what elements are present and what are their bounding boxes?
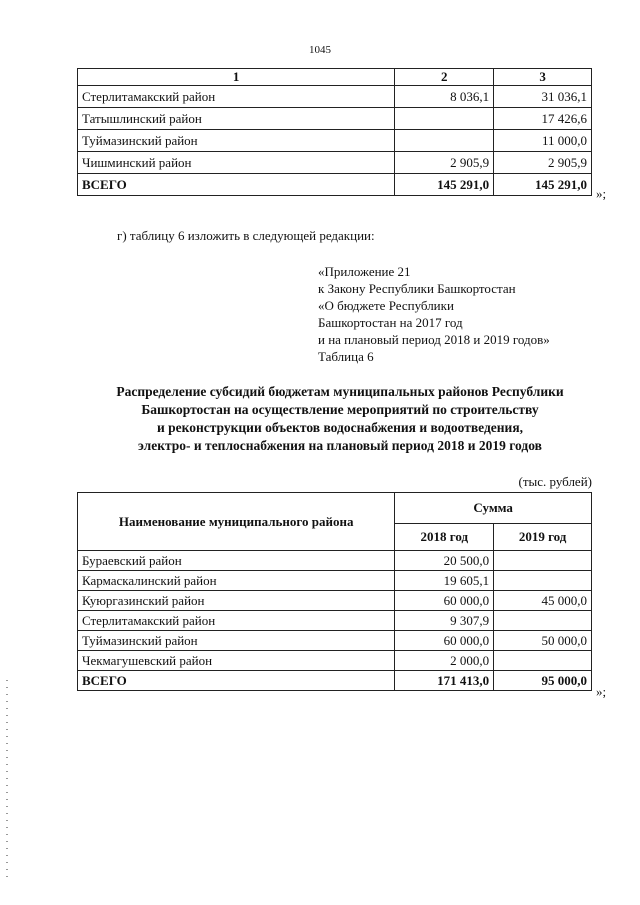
table-1-header-cell: 3 xyxy=(494,69,592,86)
total-value-2018: 171 413,0 xyxy=(395,671,494,691)
appendix-line: Таблица 6 xyxy=(318,349,374,364)
district-name: Стерлитамакский район xyxy=(78,611,395,631)
value-cell: 17 426,6 xyxy=(494,108,592,130)
value-2019: 50 000,0 xyxy=(494,631,592,651)
table-1 xyxy=(77,68,592,196)
table-1-header-cell: 2 xyxy=(395,69,494,86)
district-name: Чекмагушевский район xyxy=(78,651,395,671)
value-cell: 8 036,1 xyxy=(395,86,494,108)
table-total-row xyxy=(78,174,592,196)
table-row xyxy=(78,551,592,571)
value-cell: 31 036,1 xyxy=(494,86,592,108)
total-label: ВСЕГО xyxy=(78,174,395,196)
table-row xyxy=(78,571,592,591)
district-name: Куюргазинский район xyxy=(78,591,395,611)
value-2019 xyxy=(494,651,592,671)
appendix-line: к Закону Республики Башкортостан xyxy=(318,281,516,296)
margin-dots xyxy=(6,680,8,880)
column-header-2018: 2018 год xyxy=(395,524,494,551)
column-header-sum: Сумма xyxy=(395,493,592,524)
table-row xyxy=(78,611,592,631)
total-label: ВСЕГО xyxy=(78,671,395,691)
value-2018: 2 000,0 xyxy=(395,651,494,671)
appendix-reference xyxy=(318,263,550,365)
table-row xyxy=(78,130,592,152)
value-cell xyxy=(395,130,494,152)
value-2018: 60 000,0 xyxy=(395,591,494,611)
table-title xyxy=(60,383,620,455)
page-number: 1045 xyxy=(309,44,331,56)
column-header-2019: 2019 год xyxy=(494,524,592,551)
appendix-line: и на плановый период 2018 и 2019 годов» xyxy=(318,332,550,347)
value-cell: 2 905,9 xyxy=(494,152,592,174)
table-1-header-row xyxy=(78,69,592,86)
title-line: Башкортостан на осуществление мероприятий по строительству xyxy=(141,402,539,417)
table-6 xyxy=(77,492,592,691)
value-2018: 20 500,0 xyxy=(395,551,494,571)
district-name: Кармаскалинский район xyxy=(78,571,395,591)
value-cell: 11 000,0 xyxy=(494,130,592,152)
table-row xyxy=(78,86,592,108)
table-total-row xyxy=(78,671,592,691)
district-name: Бураевский район xyxy=(78,551,395,571)
total-value: 145 291,0 xyxy=(395,174,494,196)
table-6-closing-quote: »; xyxy=(596,684,607,699)
table-row xyxy=(78,631,592,651)
value-2019 xyxy=(494,611,592,631)
district-name: Туймазинский район xyxy=(78,631,395,651)
total-value: 145 291,0 xyxy=(494,174,592,196)
appendix-line: «О бюджете Республики xyxy=(318,298,454,313)
table-1-closing-quote: »; xyxy=(596,186,607,201)
column-header-district: Наименование муниципального района xyxy=(78,493,395,551)
value-cell xyxy=(395,108,494,130)
district-name: Чишминский район xyxy=(78,152,395,174)
title-line: электро- и теплоснабжения на плановый период 2018 и 2019 годов xyxy=(138,438,542,453)
value-2019 xyxy=(494,571,592,591)
table-row xyxy=(78,651,592,671)
appendix-line: Башкортостан на 2017 год xyxy=(318,315,463,330)
district-name: Татышлинский район xyxy=(78,108,395,130)
table-row xyxy=(78,591,592,611)
table-1-header-cell: 1 xyxy=(78,69,395,86)
value-cell: 2 905,9 xyxy=(395,152,494,174)
appendix-line: «Приложение 21 xyxy=(318,264,411,279)
units-label: (тыс. рублей) xyxy=(518,474,592,489)
value-2018: 60 000,0 xyxy=(395,631,494,651)
table-6-header-row xyxy=(78,493,592,524)
district-name: Туймазинский район xyxy=(78,130,395,152)
title-line: Распределение субсидий бюджетам муниципальных районов Республики xyxy=(116,384,564,399)
total-value-2019: 95 000,0 xyxy=(494,671,592,691)
value-2018: 19 605,1 xyxy=(395,571,494,591)
district-name: Стерлитамакский район xyxy=(78,86,395,108)
value-2019: 45 000,0 xyxy=(494,591,592,611)
amendment-paragraph: г) таблицу 6 изложить в следующей редакции: xyxy=(117,228,375,243)
table-row xyxy=(78,152,592,174)
value-2019 xyxy=(494,551,592,571)
value-2018: 9 307,9 xyxy=(395,611,494,631)
title-line: и реконструкции объектов водоснабжения и водоотведения, xyxy=(156,420,524,435)
table-row xyxy=(78,108,592,130)
